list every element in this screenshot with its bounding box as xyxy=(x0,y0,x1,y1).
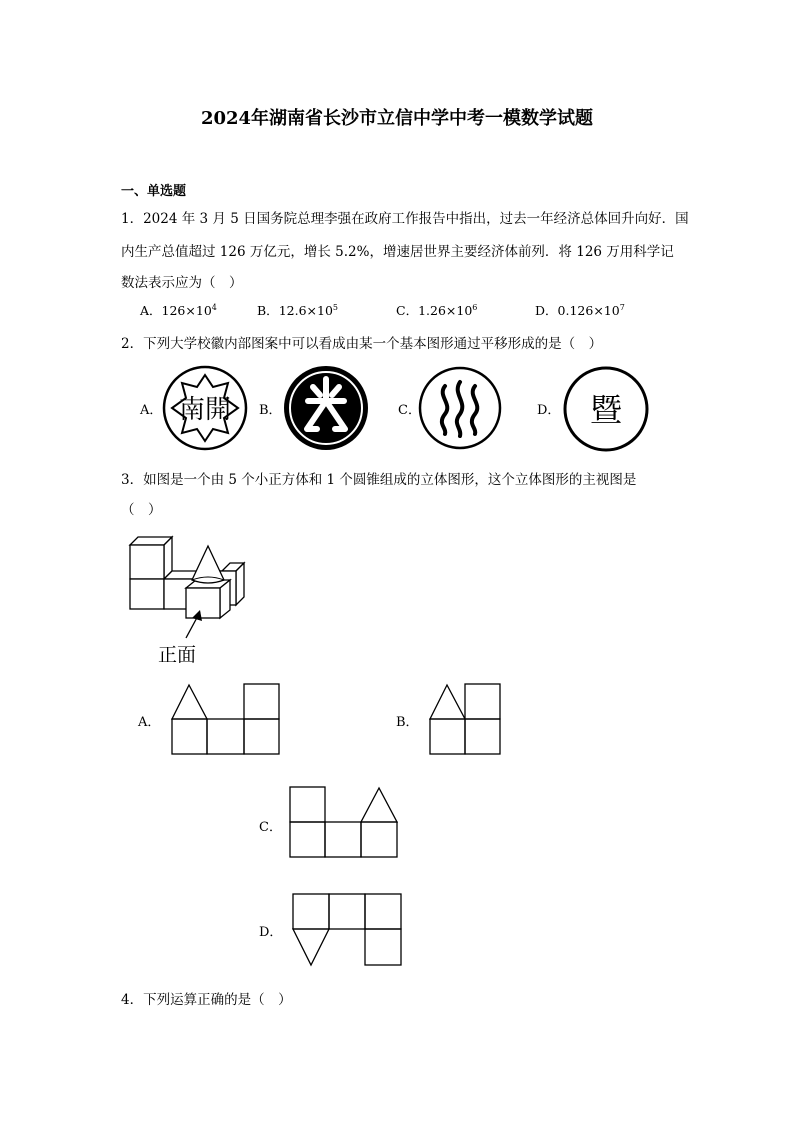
q4-text: 4．下列运算正确的是（ ） xyxy=(121,992,292,1008)
q2-option-d-label[interactable]: D． xyxy=(537,403,561,418)
q2-option-c-label[interactable]: C． xyxy=(398,403,421,418)
q3-option-d-label[interactable]: D． xyxy=(259,925,283,940)
q1-line-3: 数法表示应为（ ） xyxy=(121,275,243,291)
front-label: 正面 xyxy=(158,644,197,666)
q1-option-a[interactable] xyxy=(140,301,217,319)
q1-option-b-exp: 5 xyxy=(332,302,338,312)
emblem-jnu-image xyxy=(563,366,649,452)
q1-option-c-base: 1.26×10 xyxy=(418,303,473,318)
q3-option-a-figure[interactable] xyxy=(170,683,282,757)
q1-option-b-base: 12.6×10 xyxy=(278,303,333,318)
emblem-nankai-glyph: 南開 xyxy=(178,395,232,425)
q1-option-a-exp: 4 xyxy=(211,302,217,312)
section-heading: 一、单选题 xyxy=(121,184,187,199)
q3-option-c-label[interactable]: C． xyxy=(259,820,282,835)
q3-option-d-figure[interactable] xyxy=(291,893,405,969)
emblem-pku-image xyxy=(283,365,369,451)
q1-option-a-label: A． xyxy=(140,303,162,318)
page-title: 2024年湖南省长沙市立信中学中考一模数学试题 xyxy=(200,108,594,129)
q1-line-1: 1．2024 年 3 月 5 日国务院总理李强在政府工作报告中指出，过去一年经济总体回升向好．国 xyxy=(121,211,689,227)
q1-option-d[interactable] xyxy=(535,301,625,319)
emblem-nankai-image xyxy=(162,365,248,451)
emblem-jnu-glyph: 暨 xyxy=(589,391,623,429)
q1-option-c-exp: 6 xyxy=(472,302,478,312)
q1-option-a-base: 126×10 xyxy=(161,303,212,318)
q3-option-b-figure[interactable] xyxy=(428,683,504,757)
q1-option-d-exp: 7 xyxy=(619,302,625,312)
q1-option-c-label: C． xyxy=(396,303,419,318)
q3-option-b-label[interactable]: B． xyxy=(396,715,419,730)
q1-option-d-label: D． xyxy=(535,303,558,318)
q3-line-1: 3．如图是一个由 5 个小正方体和 1 个圆锥组成的立体图形，这个立体图形的主视图是 xyxy=(121,472,637,488)
q1-option-b-label: B． xyxy=(257,303,279,318)
q2-option-b-label[interactable]: B． xyxy=(259,403,282,418)
solid-figure-diagram xyxy=(126,530,256,640)
q2-option-a-label[interactable]: A． xyxy=(140,403,163,418)
q1-option-b[interactable] xyxy=(257,301,338,319)
q1-option-c[interactable] xyxy=(396,301,477,319)
q1-option-d-base: 0.126×10 xyxy=(557,303,620,318)
q3-option-c-figure[interactable] xyxy=(288,786,402,860)
q3-option-a-label[interactable]: A． xyxy=(138,715,161,730)
q2-text: 2．下列大学校徽内部图案中可以看成由某一个基本图形通过平移形成的是（ ） xyxy=(121,336,603,352)
q3-line-2: （ ） xyxy=(121,502,162,518)
emblem-scu-image xyxy=(418,366,502,450)
q1-line-2: 内生产总值超过 126 万亿元，增长 5.2%，增速居世界主要经济体前列．将 126 万用科学记 xyxy=(121,244,674,260)
